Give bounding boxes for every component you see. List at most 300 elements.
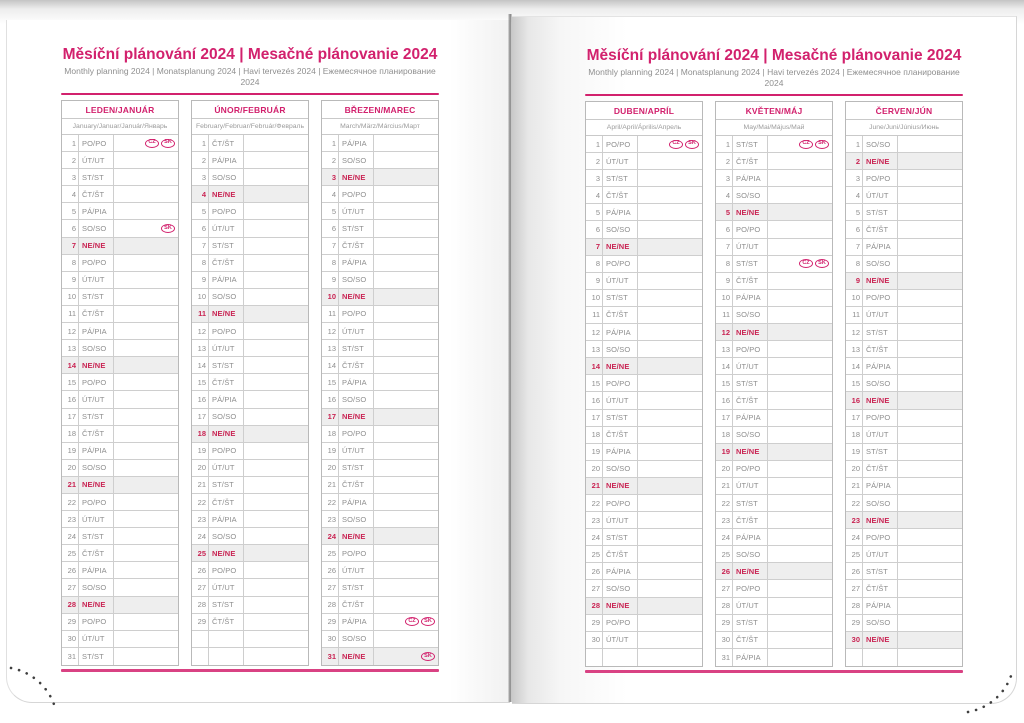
right-page-content xyxy=(585,47,963,673)
day-number-cell: 29 xyxy=(62,614,79,630)
calendar-row xyxy=(846,444,962,461)
day-number-cell: 16 xyxy=(846,392,863,408)
calendar-row xyxy=(192,220,308,237)
day-label-cell: NE/NE xyxy=(603,239,638,255)
day-label-cell: ČT/ŠT xyxy=(79,426,114,442)
day-number-cell: 7 xyxy=(846,239,863,255)
notes-cell xyxy=(768,324,832,340)
calendar-row xyxy=(716,187,832,204)
month-name: KVĚTEN/MÁJ xyxy=(716,102,832,120)
day-number-cell: 16 xyxy=(192,391,209,407)
day-label-cell: ÚT/UT xyxy=(339,203,374,219)
calendar-row xyxy=(586,512,702,529)
notes-cell xyxy=(898,512,962,528)
notes-cell xyxy=(374,272,438,288)
calendar-row xyxy=(586,478,702,495)
notes-cell xyxy=(374,220,438,236)
calendar-row xyxy=(586,324,702,341)
holiday-badge-cz: CZ xyxy=(405,617,419,626)
day-number-cell: 30 xyxy=(586,632,603,648)
months-row xyxy=(585,101,963,667)
notes-cell xyxy=(114,391,178,407)
calendar-row xyxy=(62,614,178,631)
day-label-cell: SO/SO xyxy=(339,272,374,288)
calendar-row xyxy=(846,427,962,444)
day-number-cell: 13 xyxy=(192,340,209,356)
calendar-row xyxy=(586,341,702,358)
notes-cell xyxy=(768,632,832,648)
day-number-cell: 22 xyxy=(586,495,603,511)
day-number-cell: 14 xyxy=(716,358,733,374)
calendar-row xyxy=(322,169,438,186)
notes-cell xyxy=(768,170,832,186)
notes-cell xyxy=(638,307,702,323)
day-label-cell: ÚT/UT xyxy=(863,427,898,443)
notes-cell xyxy=(898,358,962,374)
month-name: DUBEN/APRÍL xyxy=(586,102,702,120)
day-number-cell: 20 xyxy=(716,461,733,477)
day-label-cell: SO/SO xyxy=(339,511,374,527)
calendar-row xyxy=(716,563,832,580)
day-number-cell: 6 xyxy=(322,220,339,236)
calendar-row xyxy=(62,443,178,460)
calendar-row xyxy=(322,255,438,272)
calendar-row xyxy=(586,358,702,375)
calendar-row xyxy=(62,545,178,562)
calendar-row xyxy=(192,477,308,494)
day-number-cell: 3 xyxy=(716,170,733,186)
day-label-cell: PO/PO xyxy=(733,461,768,477)
calendar-row xyxy=(192,203,308,220)
notes-cell xyxy=(114,238,178,254)
day-label-cell: ST/ST xyxy=(209,238,244,254)
day-number-cell: 9 xyxy=(716,273,733,289)
day-number-cell: 15 xyxy=(322,374,339,390)
day-label-cell: ČT/ŠT xyxy=(79,545,114,561)
day-number-cell: 14 xyxy=(322,357,339,373)
day-label-cell: PÁ/PIA xyxy=(339,614,374,630)
day-number-cell: 23 xyxy=(846,512,863,528)
calendar-row xyxy=(586,615,702,632)
holiday-badge-sk: SK xyxy=(421,652,435,661)
calendar-row xyxy=(62,562,178,579)
calendar-row xyxy=(846,341,962,358)
calendar-row xyxy=(846,615,962,632)
calendar-row xyxy=(586,410,702,427)
notes-cell xyxy=(638,324,702,340)
day-number-cell: 6 xyxy=(586,221,603,237)
day-number-cell: 28 xyxy=(62,597,79,613)
calendar-row xyxy=(62,374,178,391)
calendar-row xyxy=(322,648,438,665)
day-number-cell: 25 xyxy=(62,545,79,561)
calendar-row xyxy=(846,461,962,478)
day-label-cell: NE/NE xyxy=(79,357,114,373)
notes-cell xyxy=(638,512,702,528)
calendar-row xyxy=(192,597,308,614)
day-label-cell: PÁ/PIA xyxy=(733,290,768,306)
notes-cell xyxy=(114,545,178,561)
notes-cell xyxy=(898,615,962,631)
day-number-cell: 30 xyxy=(62,631,79,647)
day-number-cell: 26 xyxy=(192,562,209,578)
notes-cell xyxy=(898,478,962,494)
calendar-row xyxy=(322,152,438,169)
notes-cell xyxy=(638,529,702,545)
notes-cell xyxy=(244,631,308,647)
notes-cell xyxy=(374,306,438,322)
holiday-badge-cz: CZ xyxy=(145,139,159,148)
day-number-cell: 24 xyxy=(192,528,209,544)
day-number-cell: 22 xyxy=(322,494,339,510)
day-number-cell: 27 xyxy=(846,580,863,596)
notes-cell xyxy=(898,341,962,357)
day-number-cell: 5 xyxy=(846,204,863,220)
day-label-cell: ČT/ŠT xyxy=(863,221,898,237)
calendar-row xyxy=(586,598,702,615)
day-label-cell: ST/ST xyxy=(863,324,898,340)
day-number-cell: 9 xyxy=(322,272,339,288)
month-name: ÚNOR/FEBRUÁR xyxy=(192,101,308,119)
calendar-row xyxy=(716,512,832,529)
calendar-row xyxy=(322,477,438,494)
day-label-cell: ČT/ŠT xyxy=(733,153,768,169)
notes-cell xyxy=(114,152,178,168)
notes-cell xyxy=(374,477,438,493)
day-number-cell: 29 xyxy=(192,614,209,630)
day-number-cell: 10 xyxy=(62,289,79,305)
calendar-row xyxy=(192,289,308,306)
day-number-cell: 1 xyxy=(716,136,733,152)
notes-cell xyxy=(638,153,702,169)
day-number-cell: 19 xyxy=(62,443,79,459)
day-number-cell: 12 xyxy=(192,323,209,339)
notes-cell xyxy=(244,186,308,202)
day-number-cell: 22 xyxy=(846,495,863,511)
notes-cell xyxy=(898,410,962,426)
day-label-cell: ČT/ŠT xyxy=(209,135,244,151)
notes-cell xyxy=(768,187,832,203)
day-label-cell: PÁ/PIA xyxy=(733,170,768,186)
day-label-cell: NE/NE xyxy=(863,512,898,528)
day-label-cell: SO/SO xyxy=(863,375,898,391)
calendar-row xyxy=(322,631,438,648)
day-number-cell: 14 xyxy=(846,358,863,374)
notes-cell xyxy=(374,255,438,271)
calendar-row xyxy=(62,135,178,152)
notes-cell xyxy=(244,494,308,510)
day-number-cell: 12 xyxy=(716,324,733,340)
calendar-row xyxy=(716,170,832,187)
page-subtitle: Monthly planning 2024 | Monatsplanung 2024 | Havi tervezés 2024 | Ежемесячное планирование 2024 xyxy=(64,66,436,87)
day-label-cell: ČT/ŠT xyxy=(733,512,768,528)
notes-cell xyxy=(374,169,438,185)
notes-cell xyxy=(768,358,832,374)
notes-cell xyxy=(768,290,832,306)
notes-cell xyxy=(244,289,308,305)
calendar-row xyxy=(716,392,832,409)
calendar-row xyxy=(586,256,702,273)
holiday-badge-sk: SK xyxy=(815,140,829,149)
month-table xyxy=(715,101,833,667)
notes-cell xyxy=(898,632,962,648)
day-number-cell: 27 xyxy=(586,580,603,596)
day-number-cell: 10 xyxy=(586,290,603,306)
notes-cell xyxy=(374,357,438,373)
day-label-cell: PÁ/PIA xyxy=(209,152,244,168)
notes-cell xyxy=(768,410,832,426)
calendar-row xyxy=(716,632,832,649)
notes-cell xyxy=(768,495,832,511)
calendar-row xyxy=(192,391,308,408)
day-number-cell: 1 xyxy=(62,135,79,151)
day-label-cell: ST/ST xyxy=(79,648,114,665)
calendar-row xyxy=(192,169,308,186)
notes-cell xyxy=(114,614,178,630)
calendar-row xyxy=(192,272,308,289)
day-number-cell: 8 xyxy=(586,256,603,272)
notes-cell xyxy=(638,239,702,255)
notes-cell xyxy=(374,494,438,510)
months-row xyxy=(61,100,439,666)
day-number-cell: 4 xyxy=(62,186,79,202)
day-number-cell: 7 xyxy=(62,238,79,254)
day-label-cell: SO/SO xyxy=(79,579,114,595)
day-number-cell: 9 xyxy=(846,273,863,289)
notes-cell xyxy=(244,220,308,236)
calendar-row xyxy=(62,203,178,220)
calendar-row xyxy=(846,187,962,204)
day-label-cell: NE/NE xyxy=(339,528,374,544)
notes-cell xyxy=(638,427,702,443)
day-label-cell: ÚT/UT xyxy=(209,579,244,595)
day-number-cell: 21 xyxy=(192,477,209,493)
day-number-cell: 27 xyxy=(192,579,209,595)
day-number-cell: 4 xyxy=(586,187,603,203)
day-label-cell: PO/PO xyxy=(603,375,638,391)
calendar-row xyxy=(586,221,702,238)
notes-cell xyxy=(768,563,832,579)
calendar-row xyxy=(192,323,308,340)
day-number-cell: 5 xyxy=(322,203,339,219)
day-label-cell: PO/PO xyxy=(209,203,244,219)
notes-cell xyxy=(898,392,962,408)
month-table xyxy=(321,100,439,666)
notes-cell xyxy=(374,135,438,151)
day-label-cell: ČT/ŠT xyxy=(733,392,768,408)
day-number-cell: 6 xyxy=(62,220,79,236)
day-number-cell: 25 xyxy=(322,545,339,561)
day-number-cell: 5 xyxy=(586,204,603,220)
notes-cell xyxy=(114,323,178,339)
day-number-cell: 5 xyxy=(62,203,79,219)
day-label-cell: ÚT/UT xyxy=(209,220,244,236)
day-number-cell: 29 xyxy=(846,615,863,631)
day-number-cell xyxy=(846,649,863,666)
notes-cell xyxy=(114,443,178,459)
holiday-badge-sk: SK xyxy=(685,140,699,149)
calendar-row xyxy=(846,580,962,597)
day-label-cell: SO/SO xyxy=(209,169,244,185)
day-number-cell: 14 xyxy=(586,358,603,374)
notes-cell xyxy=(898,375,962,391)
calendar-row xyxy=(322,186,438,203)
calendar-row xyxy=(322,545,438,562)
calendar-row xyxy=(322,323,438,340)
day-number-cell: 29 xyxy=(716,615,733,631)
notes-cell xyxy=(374,511,438,527)
day-number-cell: 18 xyxy=(62,426,79,442)
day-number-cell: 30 xyxy=(716,632,733,648)
day-number-cell: 16 xyxy=(586,392,603,408)
day-label-cell: ST/ST xyxy=(863,563,898,579)
top-divider-rule xyxy=(585,94,963,96)
holiday-badge-sk: SK xyxy=(161,224,175,233)
calendar-row xyxy=(846,478,962,495)
day-label-cell: SO/SO xyxy=(603,461,638,477)
day-label-cell: PO/PO xyxy=(339,426,374,442)
day-number-cell: 14 xyxy=(62,357,79,373)
day-number-cell: 25 xyxy=(846,546,863,562)
day-label-cell: PO/PO xyxy=(603,615,638,631)
calendar-row xyxy=(586,546,702,563)
notes-cell xyxy=(768,153,832,169)
day-number-cell xyxy=(192,631,209,647)
day-number-cell: 10 xyxy=(192,289,209,305)
calendar-row xyxy=(586,204,702,221)
notes-cell xyxy=(768,461,832,477)
day-number-cell: 27 xyxy=(62,579,79,595)
notes-cell xyxy=(114,562,178,578)
day-label-cell: SO/SO xyxy=(733,307,768,323)
month-languages: March/März/Március/Март xyxy=(322,119,438,135)
day-label-cell: ÚT/UT xyxy=(863,187,898,203)
month-table xyxy=(585,101,703,667)
day-number-cell: 19 xyxy=(192,443,209,459)
day-label-cell xyxy=(209,648,244,665)
day-number-cell: 1 xyxy=(322,135,339,151)
notes-cell xyxy=(114,579,178,595)
day-number-cell: 5 xyxy=(192,203,209,219)
day-number-cell: 7 xyxy=(586,239,603,255)
calendar-row xyxy=(846,529,962,546)
day-label-cell: SO/SO xyxy=(209,528,244,544)
notes-cell xyxy=(374,340,438,356)
notes-cell xyxy=(768,649,832,666)
top-divider-rule xyxy=(61,93,439,95)
day-number-cell: 8 xyxy=(62,255,79,271)
day-label-cell: ÚT/UT xyxy=(733,239,768,255)
notes-cell xyxy=(768,392,832,408)
day-label-cell: PÁ/PIA xyxy=(863,598,898,614)
day-label-cell: NE/NE xyxy=(339,289,374,305)
day-number-cell: 30 xyxy=(846,632,863,648)
day-number-cell: 13 xyxy=(846,341,863,357)
day-label-cell: ČT/ŠT xyxy=(863,580,898,596)
day-number-cell: 8 xyxy=(322,255,339,271)
notes-cell xyxy=(114,289,178,305)
day-number-cell: 4 xyxy=(716,187,733,203)
calendar-row xyxy=(322,306,438,323)
day-number-cell: 3 xyxy=(192,169,209,185)
day-number-cell: 27 xyxy=(716,580,733,596)
day-label-cell: NE/NE xyxy=(733,563,768,579)
day-label-cell: PÁ/PIA xyxy=(209,511,244,527)
calendar-row xyxy=(62,477,178,494)
calendar-row xyxy=(62,323,178,340)
notes-cell xyxy=(768,221,832,237)
calendar-row xyxy=(846,239,962,256)
holiday-badge-sk: SK xyxy=(815,259,829,268)
calendar-row xyxy=(716,221,832,238)
month-languages: June/Juni/Június/Июнь xyxy=(846,120,962,136)
notes-cell xyxy=(244,374,308,390)
notes-cell xyxy=(898,427,962,443)
calendar-row xyxy=(716,290,832,307)
day-label-cell: ČT/ŠT xyxy=(733,632,768,648)
day-number-cell: 11 xyxy=(62,306,79,322)
day-label-cell: NE/NE xyxy=(863,392,898,408)
notes-cell xyxy=(114,511,178,527)
notes-cell xyxy=(114,306,178,322)
calendar-row xyxy=(322,562,438,579)
calendar-row xyxy=(192,631,308,648)
day-label-cell: SO/SO xyxy=(863,495,898,511)
notes-cell xyxy=(768,136,832,152)
calendar-row xyxy=(62,426,178,443)
calendar-row xyxy=(192,255,308,272)
day-label-cell: NE/NE xyxy=(733,324,768,340)
day-label-cell: PO/PO xyxy=(209,562,244,578)
notes-cell xyxy=(898,187,962,203)
notes-cell xyxy=(374,203,438,219)
day-number-cell: 23 xyxy=(586,512,603,528)
day-number-cell: 13 xyxy=(322,340,339,356)
calendar-row xyxy=(322,443,438,460)
perforation-dots-right xyxy=(955,660,1024,722)
notes-cell xyxy=(114,631,178,647)
month-languages: February/Februar/Február/Февраль xyxy=(192,119,308,135)
day-label-cell: PO/PO xyxy=(79,374,114,390)
notes-cell xyxy=(244,477,308,493)
calendar-row xyxy=(586,375,702,392)
calendar-row xyxy=(716,273,832,290)
notes-cell xyxy=(374,289,438,305)
notes-cell xyxy=(768,427,832,443)
day-label-cell: PO/PO xyxy=(863,170,898,186)
day-number-cell: 20 xyxy=(846,461,863,477)
calendar-row xyxy=(192,562,308,579)
calendar-row xyxy=(716,153,832,170)
notes-cell xyxy=(114,409,178,425)
notes-cell xyxy=(768,444,832,460)
calendar-row xyxy=(62,391,178,408)
day-number-cell: 8 xyxy=(192,255,209,271)
notes-cell xyxy=(374,562,438,578)
day-number-cell: 28 xyxy=(846,598,863,614)
bottom-divider-rule xyxy=(61,669,439,672)
day-number-cell: 17 xyxy=(322,409,339,425)
notes-cell xyxy=(638,290,702,306)
month-name: LEDEN/JANUÁR xyxy=(62,101,178,119)
notes-cell xyxy=(638,632,702,648)
day-label-cell: ÚT/UT xyxy=(79,511,114,527)
calendar-row xyxy=(586,461,702,478)
calendar-row xyxy=(846,598,962,615)
day-label-cell: PÁ/PIA xyxy=(603,204,638,220)
day-number-cell: 14 xyxy=(192,357,209,373)
calendar-row xyxy=(322,528,438,545)
